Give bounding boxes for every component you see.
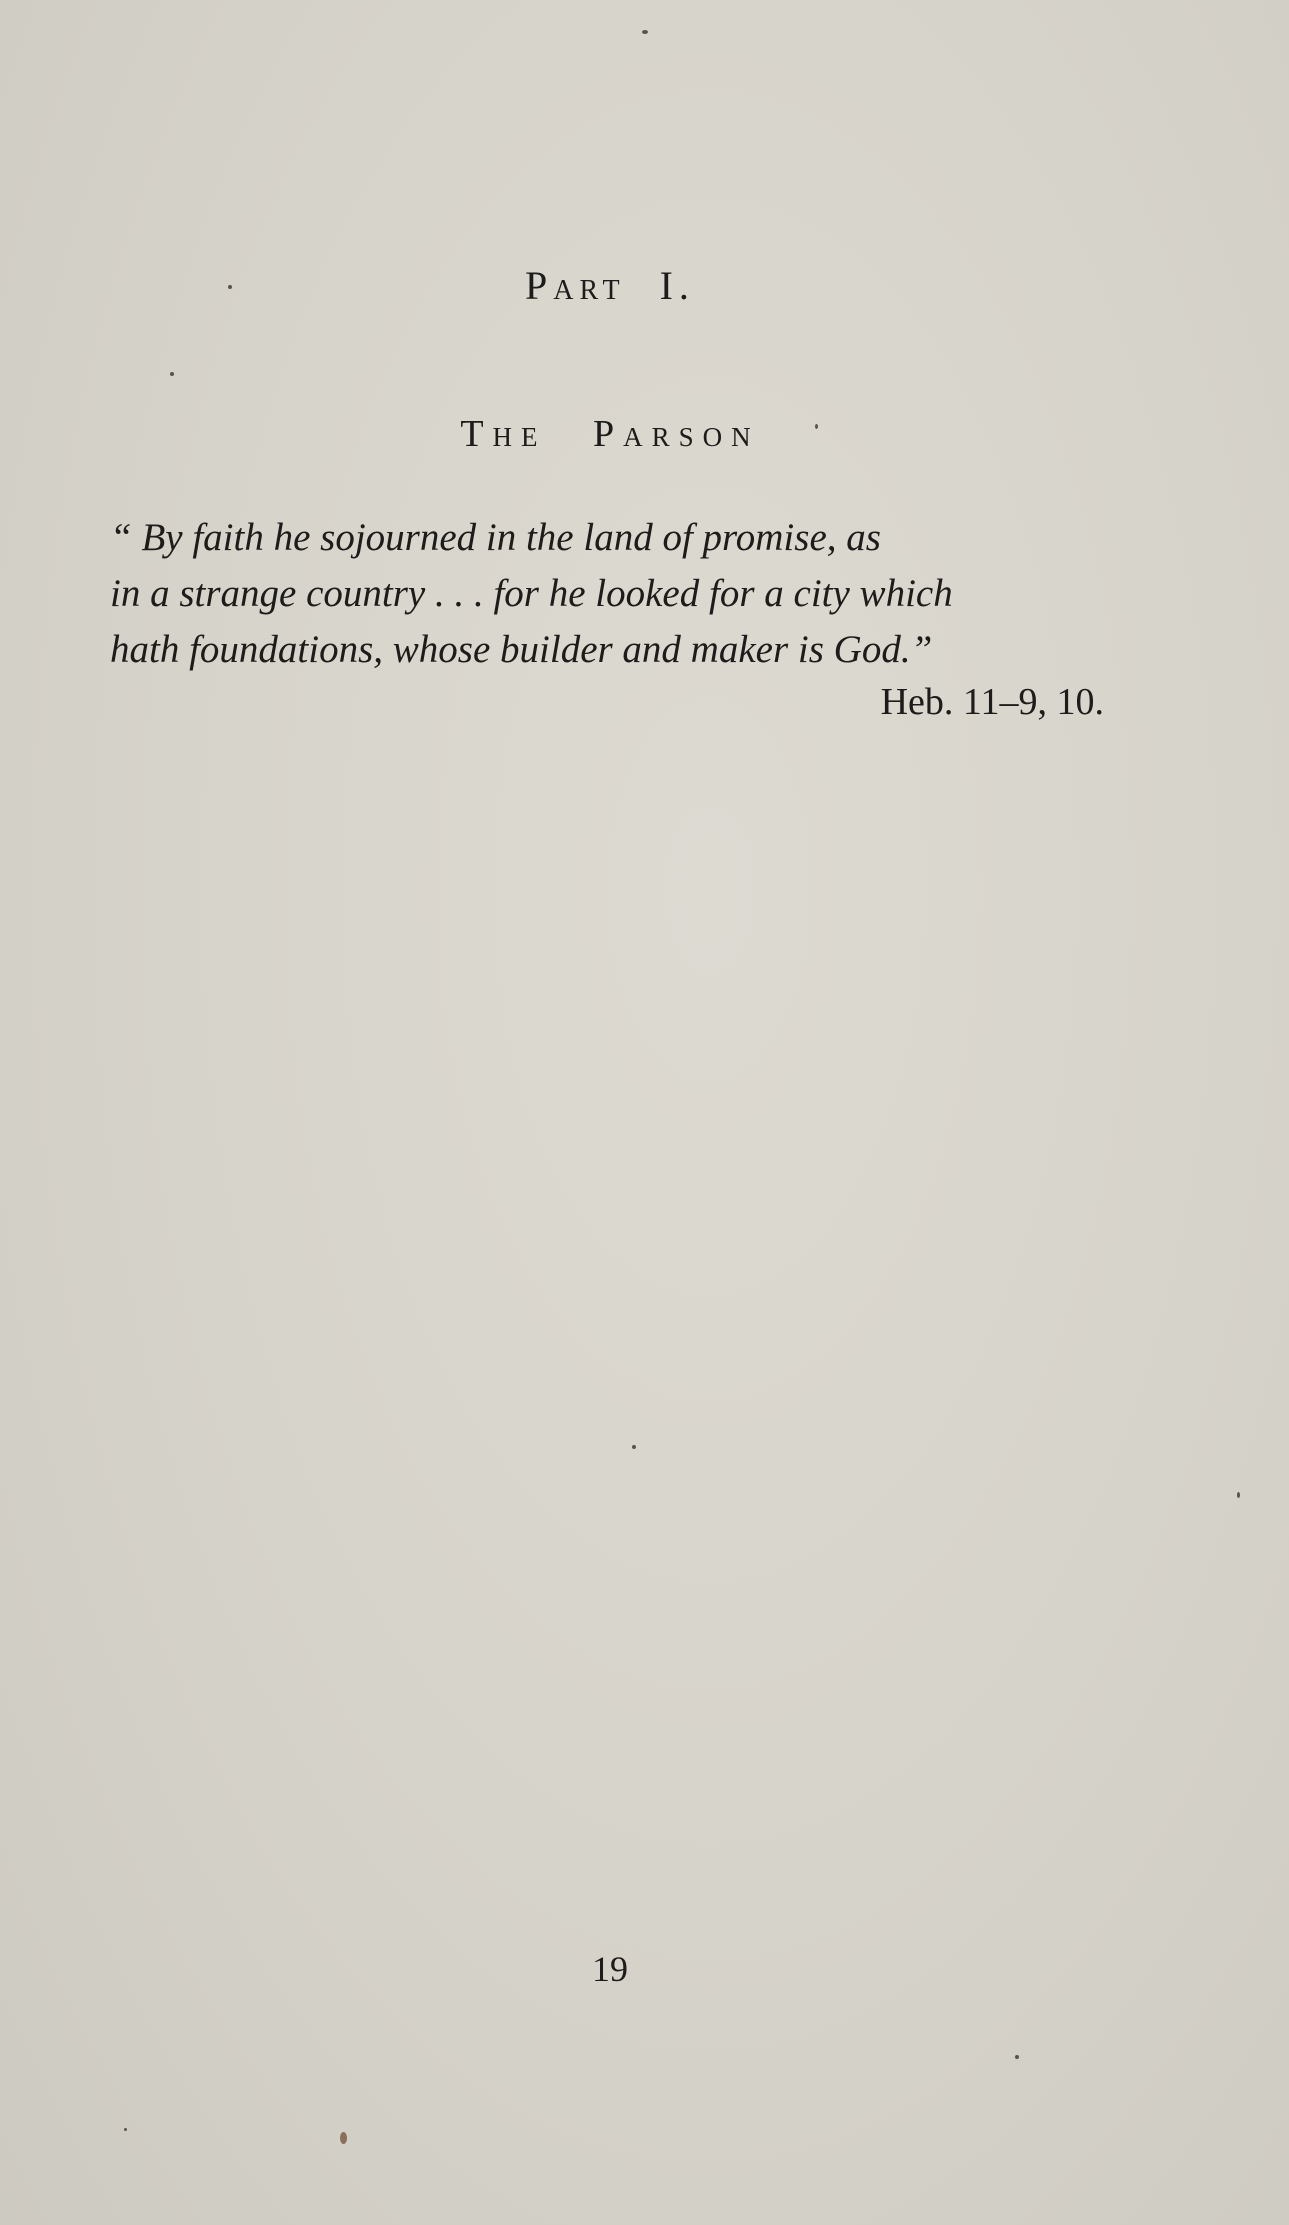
epigraph-line: hath foundations, whose builder and maker is God.”	[110, 628, 933, 671]
part-heading: Part I.	[525, 263, 695, 308]
paper-speck	[632, 1445, 636, 1449]
paper-speck	[124, 2128, 127, 2131]
paper-speck	[340, 2132, 347, 2144]
paper-speck	[170, 372, 174, 376]
paper-speck	[1015, 2055, 1019, 2059]
paper-speck	[815, 424, 818, 429]
section-heading: The Parson	[460, 413, 760, 455]
paper-speck	[228, 285, 232, 289]
epigraph-line: in a strange country . . . for he looked for a city which	[110, 572, 953, 615]
epigraph-line: “ By faith he sojourned in the land of promise, as	[110, 516, 881, 559]
epigraph	[110, 510, 1110, 678]
paper-speck	[1237, 1492, 1240, 1498]
epigraph-citation: Heb. 11–9, 10.	[880, 681, 1104, 723]
paper-speck	[642, 30, 648, 34]
page-number: 19	[592, 1949, 628, 1989]
